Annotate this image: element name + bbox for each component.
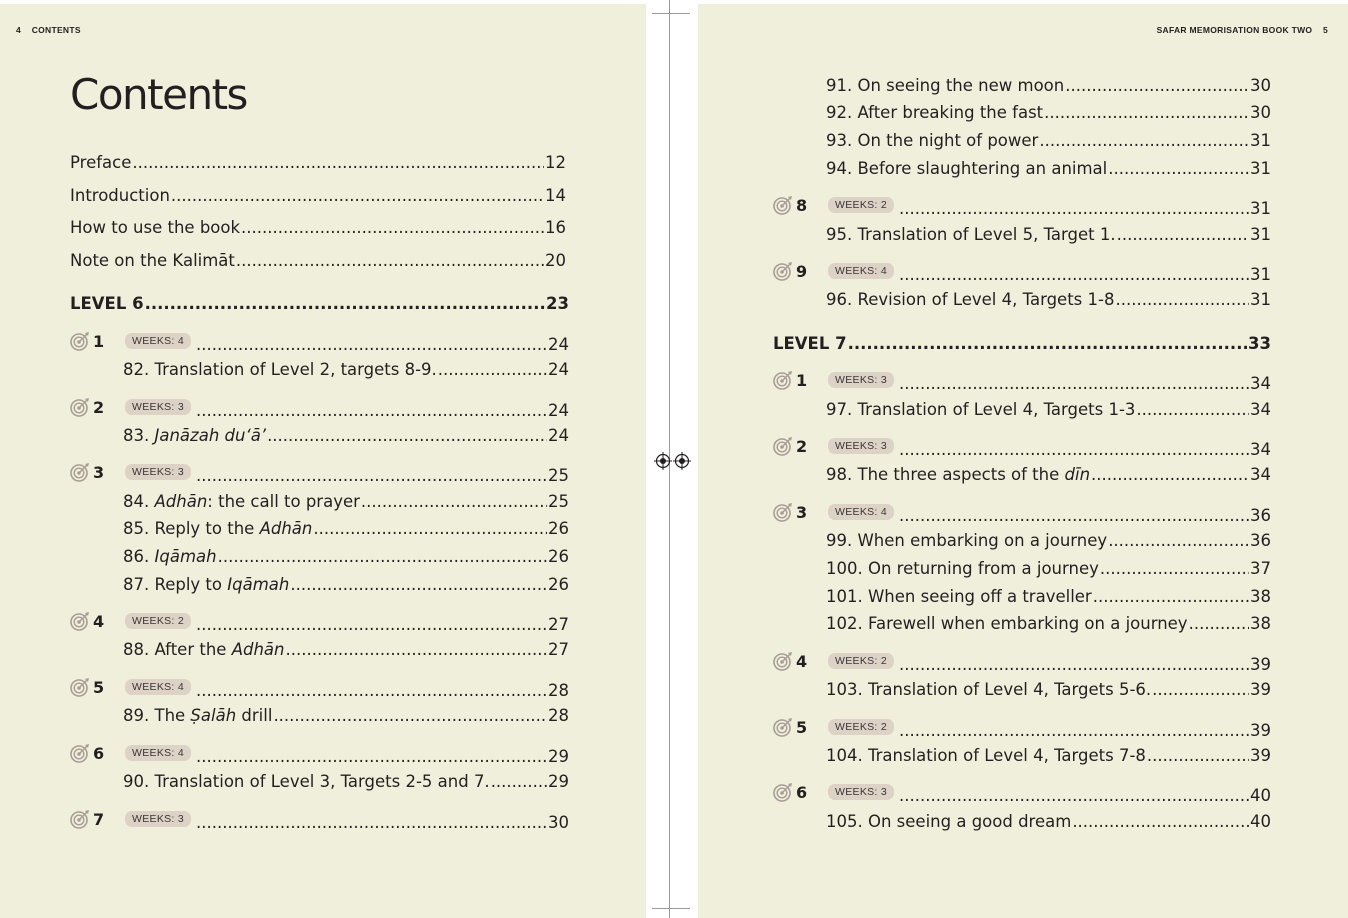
target-icon	[773, 436, 793, 456]
entry-text-italic: Adhān	[154, 492, 208, 511]
toc-entry-page: 14	[545, 186, 566, 205]
entry-text: 94. Before slaughtering an animal	[826, 159, 1108, 178]
page-number: 4	[16, 25, 22, 35]
toc-entry-page: 31	[1250, 159, 1271, 178]
weeks-badge: WEEKS: 3	[828, 438, 894, 454]
target-number: 9	[796, 261, 808, 281]
toc-entry-page: 31	[1250, 290, 1271, 309]
toc-entry-label	[826, 680, 1151, 699]
dot-leader	[1136, 400, 1249, 419]
toc-item	[826, 746, 1271, 765]
toc-entry-page: 38	[1250, 614, 1271, 633]
weeks-badge: WEEKS: 3	[828, 372, 894, 388]
target-icon	[70, 809, 90, 829]
dot-leader	[899, 655, 1249, 674]
target-leader	[898, 199, 1271, 218]
toc-entry-label: LEVEL 6	[70, 294, 144, 313]
target-number: 3	[93, 462, 105, 482]
toc-entry-page: 31	[1250, 199, 1271, 218]
toc-item	[826, 587, 1271, 606]
toc-entry-label	[123, 575, 289, 594]
entry-text-italic: dīn	[1064, 465, 1091, 484]
target-icon	[70, 611, 90, 631]
target-number: 4	[796, 651, 808, 671]
dot-leader	[899, 506, 1249, 525]
target-icon	[773, 782, 793, 802]
toc-entry-label	[826, 159, 1107, 178]
weeks-badge: WEEKS: 3	[125, 399, 191, 415]
target-leader	[898, 506, 1271, 525]
target-marker	[70, 331, 104, 351]
toc-entry-page: 26	[548, 547, 569, 566]
toc-entry-label	[123, 360, 437, 379]
toc-entry-page: 20	[545, 251, 566, 270]
dot-leader	[290, 575, 547, 594]
dot-leader	[899, 786, 1249, 805]
dot-leader	[196, 466, 547, 485]
entry-text: : the call to prayer	[207, 492, 360, 511]
toc-item	[826, 131, 1271, 150]
toc-entry-page: 40	[1250, 786, 1271, 805]
entry-text: 90. Translation of Level 3, Targets 2-5 and 7.	[123, 772, 490, 791]
toc-item	[826, 400, 1271, 419]
toc-entry-page: 28	[548, 681, 569, 700]
target-leader	[898, 440, 1271, 459]
toc-entry-page: 30	[1250, 76, 1271, 95]
entry-text-italic: Janāzah du‘ā’	[154, 426, 267, 445]
level-heading	[70, 294, 569, 313]
entry-text-italic: Iqāmah	[154, 547, 217, 566]
toc-entry-page: 30	[1250, 103, 1271, 122]
weeks-badge: WEEKS: 2	[828, 653, 894, 669]
toc-entry-label: Note on the Kalimāt	[70, 251, 235, 270]
dot-leader	[196, 401, 547, 420]
toc-item	[826, 531, 1271, 550]
entry-text: 82. Translation of Level 2, targets 8-9.	[123, 360, 437, 379]
weeks-badge: WEEKS: 4	[828, 504, 894, 520]
toc-entry-label	[826, 76, 1064, 95]
entry-text: 93. On the night of power	[826, 131, 1039, 150]
entry-text-italic: Ṣalāh	[190, 706, 237, 725]
toc-item	[123, 706, 569, 725]
dot-leader	[899, 721, 1249, 740]
toc-entry-label	[826, 559, 1099, 578]
toc-entry-label	[826, 531, 1107, 550]
dot-leader	[848, 334, 1247, 353]
target-number: 1	[93, 331, 105, 351]
dot-leader	[491, 772, 547, 791]
target-marker	[70, 809, 104, 829]
page-title: Contents	[70, 70, 247, 119]
toc-item	[123, 575, 569, 594]
target-marker	[773, 651, 807, 671]
toc-entry-label: How to use the book	[70, 218, 241, 237]
level-heading	[773, 334, 1271, 353]
registration-mark-icon	[673, 452, 691, 470]
weeks-badge: WEEKS: 4	[125, 679, 191, 695]
dot-leader	[1115, 290, 1249, 309]
toc-item	[123, 772, 569, 791]
target-icon	[70, 331, 90, 351]
target-icon	[70, 743, 90, 763]
entry-text: drill	[236, 706, 273, 725]
dot-leader	[1108, 159, 1249, 178]
entry-text: 88. After the	[123, 640, 232, 659]
toc-entry-label	[123, 547, 217, 566]
toc-entry-label	[826, 614, 1188, 633]
toc-entry-label	[123, 519, 312, 538]
target-number: 6	[93, 743, 105, 763]
target-marker	[773, 717, 807, 737]
toc-entry-page: 36	[1250, 531, 1271, 550]
registration-mark-icon	[654, 452, 672, 470]
toc-entry-page: 31	[1250, 131, 1271, 150]
target-leader	[898, 265, 1271, 284]
dot-leader	[1044, 103, 1249, 122]
target-leader	[195, 466, 569, 485]
toc-entry-label: Introduction	[70, 186, 170, 205]
running-head-left	[16, 25, 81, 35]
entry-text: 105. On seeing a good dream	[826, 812, 1072, 831]
target-leader	[898, 374, 1271, 393]
entry-text: 100. On returning from a journey	[826, 559, 1099, 578]
page-number: 5	[1322, 25, 1328, 35]
weeks-badge: WEEKS: 3	[125, 811, 191, 827]
toc-item	[826, 225, 1271, 244]
entry-text: 99. When embarking on a journey	[826, 531, 1108, 550]
section-name: CONTENTS	[31, 25, 81, 35]
toc-entry-page: 31	[1250, 225, 1271, 244]
target-number: 2	[93, 397, 105, 417]
target-marker	[70, 397, 104, 417]
target-number: 5	[796, 717, 808, 737]
entry-text: 85. Reply to the	[123, 519, 260, 538]
toc-item	[123, 640, 569, 659]
toc-entry-page: 36	[1250, 506, 1271, 525]
dot-leader	[236, 251, 544, 270]
toc-entry-page: 39	[1250, 680, 1271, 699]
toc-entry-page: 34	[1250, 374, 1271, 393]
dot-leader	[196, 335, 547, 354]
weeks-badge: WEEKS: 2	[125, 613, 191, 629]
toc-entry-page: 39	[1250, 746, 1271, 765]
entry-text: 103. Translation of Level 4, Targets 5-6.	[826, 680, 1152, 699]
target-icon	[773, 651, 793, 671]
toc-entry-page: 24	[548, 360, 569, 379]
entry-text: 89. The	[123, 706, 191, 725]
target-leader	[195, 335, 569, 354]
entry-text: 92. After breaking the fast	[826, 103, 1044, 122]
book-title: SAFAR MEMORISATION BOOK TWO	[1156, 25, 1313, 35]
target-icon	[773, 195, 793, 215]
entry-text: 98. The three aspects of the	[826, 465, 1065, 484]
dot-leader	[361, 492, 547, 511]
target-marker	[70, 462, 104, 482]
dot-leader	[196, 615, 547, 634]
dot-leader	[438, 360, 547, 379]
weeks-badge: WEEKS: 3	[828, 784, 894, 800]
toc-entry-page: 37	[1250, 559, 1271, 578]
target-marker	[773, 261, 807, 281]
target-icon	[773, 502, 793, 522]
weeks-badge: WEEKS: 4	[828, 263, 894, 279]
toc-entry-label	[826, 587, 1092, 606]
entry-text: 87. Reply to	[123, 575, 228, 594]
target-leader	[195, 813, 569, 832]
entry-text: 95. Translation of Level 5, Target 1.	[826, 225, 1116, 244]
entry-text: 96. Revision of Level 4, Targets 1-8	[826, 290, 1115, 309]
target-marker	[773, 436, 807, 456]
target-leader	[195, 401, 569, 420]
toc-entry	[70, 218, 566, 237]
toc-entry-label	[826, 812, 1071, 831]
toc-item	[826, 465, 1271, 484]
toc-entry-page: 29	[548, 747, 569, 766]
toc-entry-label	[123, 706, 272, 725]
target-icon	[773, 261, 793, 281]
weeks-badge: WEEKS: 2	[828, 719, 894, 735]
toc-entry-page: 39	[1250, 721, 1271, 740]
toc-item	[826, 614, 1271, 633]
toc-entry	[70, 153, 566, 172]
weeks-badge: WEEKS: 4	[125, 333, 191, 349]
target-marker	[70, 611, 104, 631]
toc-entry-label: Preface	[70, 153, 132, 172]
dot-leader	[273, 706, 547, 725]
toc-item	[826, 559, 1271, 578]
target-number: 3	[796, 502, 808, 522]
target-icon	[70, 462, 90, 482]
crop-mark-top	[652, 13, 690, 14]
target-number: 1	[796, 370, 808, 390]
target-number: 7	[93, 809, 105, 829]
entry-text-italic: Iqāmah	[227, 575, 290, 594]
toc-entry-page: 27	[548, 615, 569, 634]
toc-item	[123, 360, 569, 379]
dot-leader	[1152, 680, 1249, 699]
target-number: 6	[796, 782, 808, 802]
toc-entry-label: LEVEL 7	[773, 334, 847, 353]
target-number: 8	[796, 195, 808, 215]
target-marker	[773, 502, 807, 522]
target-marker	[773, 370, 807, 390]
entry-text: 101. When seeing off a traveller	[826, 587, 1092, 606]
dot-leader	[241, 218, 544, 237]
toc-entry-page: 27	[548, 640, 569, 659]
dot-leader	[1108, 531, 1249, 550]
toc-entry-page: 12	[545, 153, 566, 172]
dot-leader	[267, 426, 547, 445]
dot-leader	[899, 199, 1249, 218]
toc-item	[123, 426, 569, 445]
toc-item	[123, 547, 569, 566]
weeks-badge: WEEKS: 2	[828, 197, 894, 213]
toc-entry-page: 26	[548, 519, 569, 538]
toc-item	[826, 680, 1271, 699]
toc-entry	[70, 186, 566, 205]
toc-entry-page: 24	[548, 426, 569, 445]
toc-entry-label	[826, 746, 1146, 765]
dot-leader	[1100, 559, 1249, 578]
toc-entry-label	[826, 103, 1043, 122]
target-icon	[773, 717, 793, 737]
toc-entry-page: 25	[548, 466, 569, 485]
toc-entry-page: 30	[548, 813, 569, 832]
crop-mark-bottom	[652, 908, 690, 909]
toc-entry-page: 39	[1250, 655, 1271, 674]
dot-leader	[171, 186, 544, 205]
toc-entry-page: 24	[548, 401, 569, 420]
entry-text: 104. Translation of Level 4, Targets 7-8	[826, 746, 1146, 765]
toc-entry-page: 33	[1248, 334, 1271, 353]
toc-entry-page: 26	[548, 575, 569, 594]
dot-leader	[1147, 746, 1249, 765]
target-marker	[773, 782, 807, 802]
toc-entry-page: 34	[1250, 440, 1271, 459]
target-leader	[195, 681, 569, 700]
toc-item	[826, 103, 1271, 122]
target-leader	[898, 786, 1271, 805]
dot-leader	[1039, 131, 1249, 150]
weeks-badge: WEEKS: 3	[125, 464, 191, 480]
entry-text: 86.	[123, 547, 155, 566]
toc-entry	[70, 251, 566, 270]
running-head-right	[1157, 25, 1328, 35]
toc-entry-label	[123, 772, 490, 791]
entry-text-italic: Adhān	[231, 640, 285, 659]
target-icon	[70, 677, 90, 697]
toc-entry-page: 34	[1250, 465, 1271, 484]
target-marker	[70, 677, 104, 697]
dot-leader	[1189, 614, 1249, 633]
dot-leader	[1117, 225, 1249, 244]
dot-leader	[196, 813, 547, 832]
target-icon	[773, 370, 793, 390]
dot-leader	[1091, 465, 1249, 484]
target-marker	[70, 743, 104, 763]
entry-text: 91. On seeing the new moon	[826, 76, 1065, 95]
weeks-badge: WEEKS: 4	[125, 745, 191, 761]
toc-entry-label	[826, 131, 1038, 150]
toc-entry-page: 38	[1250, 587, 1271, 606]
target-number: 5	[93, 677, 105, 697]
dot-leader	[196, 747, 547, 766]
toc-item	[826, 812, 1271, 831]
toc-entry-page: 23	[546, 294, 569, 313]
toc-entry-label	[826, 465, 1090, 484]
entry-text: 83.	[123, 426, 155, 445]
toc-entry-label	[826, 290, 1114, 309]
toc-entry-page: 40	[1250, 812, 1271, 831]
dot-leader	[1093, 587, 1249, 606]
target-icon	[70, 397, 90, 417]
entry-text: 102. Farewell when embarking on a journey	[826, 614, 1188, 633]
toc-entry-page: 34	[1250, 400, 1271, 419]
toc-entry-page: 28	[548, 706, 569, 725]
target-marker	[773, 195, 807, 215]
entry-text: 97. Translation of Level 4, Targets 1-3	[826, 400, 1136, 419]
target-number: 4	[93, 611, 105, 631]
target-leader	[898, 721, 1271, 740]
toc-entry-page: 24	[548, 335, 569, 354]
entry-text-italic: Adhān	[259, 519, 313, 538]
toc-entry-page: 29	[548, 772, 569, 791]
dot-leader	[899, 440, 1249, 459]
toc-entry-label	[123, 492, 360, 511]
toc-entry-label	[123, 640, 284, 659]
target-leader	[898, 655, 1271, 674]
dot-leader	[899, 374, 1249, 393]
dot-leader	[285, 640, 547, 659]
toc-item	[123, 519, 569, 538]
toc-entry-page: 16	[545, 218, 566, 237]
toc-item	[826, 76, 1271, 95]
toc-entry-page: 25	[548, 492, 569, 511]
dot-leader	[196, 681, 547, 700]
dot-leader	[218, 547, 547, 566]
toc-entry-label	[826, 225, 1116, 244]
target-number: 2	[796, 436, 808, 456]
dot-leader	[145, 294, 545, 313]
toc-item	[123, 492, 569, 511]
toc-entry-label	[123, 426, 266, 445]
toc-item	[826, 159, 1271, 178]
dot-leader	[1065, 76, 1249, 95]
dot-leader	[1072, 812, 1249, 831]
toc-item	[826, 290, 1271, 309]
dot-leader	[132, 153, 544, 172]
dot-leader	[313, 519, 547, 538]
toc-entry-page: 31	[1250, 265, 1271, 284]
target-leader	[195, 615, 569, 634]
toc-entry-label	[826, 400, 1135, 419]
entry-text: 84.	[123, 492, 155, 511]
target-leader	[195, 747, 569, 766]
dot-leader	[899, 265, 1249, 284]
